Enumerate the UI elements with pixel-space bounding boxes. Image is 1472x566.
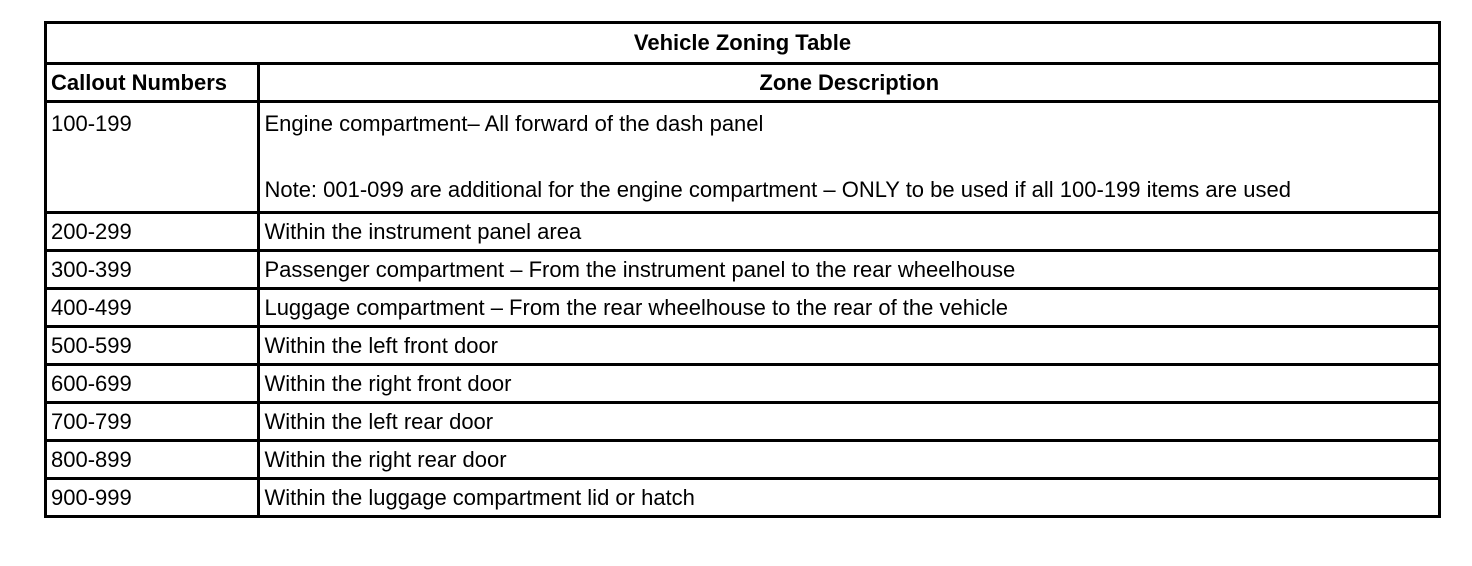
description-cell: Within the instrument panel area	[259, 213, 1440, 251]
callout-cell: 200-299	[46, 213, 259, 251]
table-title: Vehicle Zoning Table	[46, 23, 1440, 64]
description-cell: Within the luggage compartment lid or hatch	[259, 479, 1440, 517]
description-cell: Within the right front door	[259, 365, 1440, 403]
table-row	[46, 365, 1440, 403]
description-cell: Luggage compartment – From the rear wheelhouse to the rear of the vehicle	[259, 289, 1440, 327]
table-row	[46, 289, 1440, 327]
callout-cell: 100-199	[46, 102, 259, 213]
note-text: Note: 001-099 are additional for the engine compartment – ONLY to be used if all 100-199 items are used	[264, 177, 1291, 202]
table-row	[46, 403, 1440, 441]
table-row	[46, 479, 1440, 517]
table-row	[46, 441, 1440, 479]
callout-cell: 800-899	[46, 441, 259, 479]
table-row	[46, 251, 1440, 289]
table-row	[46, 213, 1440, 251]
callout-numbers-header: Callout Numbers	[46, 64, 259, 102]
callout-cell: 500-599	[46, 327, 259, 365]
description-cell	[259, 102, 1440, 213]
callout-cell: 300-399	[46, 251, 259, 289]
callout-cell: 400-499	[46, 289, 259, 327]
vehicle-zoning-table	[44, 21, 1441, 518]
description-cell: Passenger compartment – From the instrument panel to the rear wheelhouse	[259, 251, 1440, 289]
description-cell: Within the left rear door	[259, 403, 1440, 441]
callout-cell: 600-699	[46, 365, 259, 403]
description-cell: Within the right rear door	[259, 441, 1440, 479]
callout-cell: 700-799	[46, 403, 259, 441]
callout-cell: 900-999	[46, 479, 259, 517]
zone-description-header: Zone Description	[259, 64, 1440, 102]
description-text: Engine compartment– All forward of the dash panel	[264, 111, 764, 136]
table-title-row	[46, 23, 1440, 64]
table-header-row	[46, 64, 1440, 102]
table-row	[46, 102, 1440, 213]
table-row	[46, 327, 1440, 365]
description-cell: Within the left front door	[259, 327, 1440, 365]
